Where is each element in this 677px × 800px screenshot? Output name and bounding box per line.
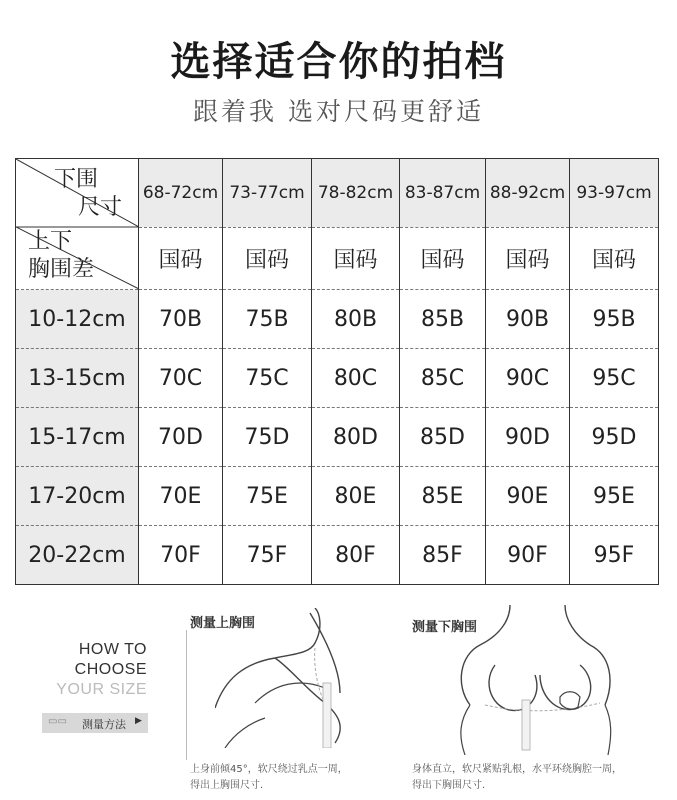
- size-cell: 90F: [486, 526, 570, 585]
- row-label: 10-12cm: [16, 290, 139, 349]
- size-cell: 85E: [400, 467, 486, 526]
- size-cell: 70E: [139, 467, 223, 526]
- corner-bottom-label-2: 胸围差: [28, 257, 95, 282]
- size-cell: 95E: [570, 467, 659, 526]
- howto-line-2: CHOOSE: [74, 661, 147, 678]
- national-size-label: 国码: [223, 227, 312, 289]
- corner-top-label-2: 尺寸: [78, 195, 123, 220]
- upper-caption-line-2: 得出上胸围尺寸.: [190, 780, 264, 791]
- table-row: [16, 467, 659, 526]
- national-size-label: 国码: [486, 227, 570, 289]
- corner-bottom-label-1: 上下: [28, 229, 73, 254]
- size-cell: 90E: [486, 467, 570, 526]
- howto-line-1: HOW TO: [78, 641, 147, 658]
- how-to-choose-block: [55, 640, 147, 700]
- size-cell: 85F: [400, 526, 486, 585]
- upper-bust-caption: [190, 762, 348, 794]
- column-header: 78-82cm: [312, 159, 400, 228]
- column-header: 68-72cm: [139, 159, 223, 228]
- size-cell: 95C: [570, 349, 659, 408]
- table-corner-cell: [16, 159, 139, 290]
- size-cell: 70D: [139, 408, 223, 467]
- ruler-icon: ▭▭: [48, 716, 67, 727]
- upper-bust-figure: [215, 608, 375, 748]
- upper-bust-title: 测量上胸围: [190, 616, 256, 631]
- size-chart-table: [15, 158, 659, 585]
- lower-bust-figure: [440, 605, 630, 755]
- size-cell: 75B: [223, 290, 312, 349]
- table-row: [16, 349, 659, 408]
- howto-line-3: YOUR SIZE: [56, 681, 147, 698]
- column-header: 88-92cm: [486, 159, 570, 228]
- national-size-label: 国码: [312, 227, 400, 289]
- national-size-label: 国码: [400, 227, 486, 289]
- national-size-label: 国码: [570, 227, 659, 289]
- lower-caption-line-2: 得出下胸围尺寸.: [412, 780, 486, 791]
- table-row: [16, 526, 659, 585]
- upper-caption-line-1: 上身前倾45°，软尺绕过乳点一周，: [190, 764, 348, 775]
- size-cell: 80F: [312, 526, 400, 585]
- size-cell: 70B: [139, 290, 223, 349]
- row-label: 17-20cm: [16, 467, 139, 526]
- play-arrow-icon: ▶: [135, 716, 142, 726]
- table-header-row: [16, 159, 659, 228]
- measure-method-button[interactable]: [42, 713, 148, 733]
- page-title: 选择适合你的拍档: [170, 39, 507, 85]
- size-cell: 90B: [486, 290, 570, 349]
- row-label: 15-17cm: [16, 408, 139, 467]
- lower-bust-caption: [412, 762, 622, 794]
- divider: [186, 630, 187, 760]
- size-cell: 75D: [223, 408, 312, 467]
- lower-bust-title: 测量下胸围: [412, 620, 478, 635]
- column-header: 83-87cm: [400, 159, 486, 228]
- size-cell: 95B: [570, 290, 659, 349]
- column-header: 73-77cm: [223, 159, 312, 228]
- size-cell: 85D: [400, 408, 486, 467]
- size-cell: 80C: [312, 349, 400, 408]
- size-cell: 85B: [400, 290, 486, 349]
- size-cell: 90C: [486, 349, 570, 408]
- row-label: 20-22cm: [16, 526, 139, 585]
- size-cell: 90D: [486, 408, 570, 467]
- size-cell: 70C: [139, 349, 223, 408]
- size-cell: 85C: [400, 349, 486, 408]
- corner-top-label-1: 下围: [54, 167, 99, 192]
- table-row: [16, 408, 659, 467]
- row-label: 13-15cm: [16, 349, 139, 408]
- size-cell: 80E: [312, 467, 400, 526]
- size-cell: 75C: [223, 349, 312, 408]
- size-cell: 75E: [223, 467, 312, 526]
- size-cell: 75F: [223, 526, 312, 585]
- measure-method-label: 测量方法: [82, 718, 126, 731]
- size-cell: 95F: [570, 526, 659, 585]
- column-header: 93-97cm: [570, 159, 659, 228]
- page-subtitle: 跟着我 选对尺码更舒适: [193, 97, 484, 126]
- table-row: [16, 290, 659, 349]
- size-cell: 95D: [570, 408, 659, 467]
- lower-caption-line-1: 身体直立，软尺紧贴乳根，水平环绕胸腔一周，: [412, 764, 622, 775]
- size-cell: 80B: [312, 290, 400, 349]
- size-cell: 80D: [312, 408, 400, 467]
- national-size-label: 国码: [139, 227, 223, 289]
- size-cell: 70F: [139, 526, 223, 585]
